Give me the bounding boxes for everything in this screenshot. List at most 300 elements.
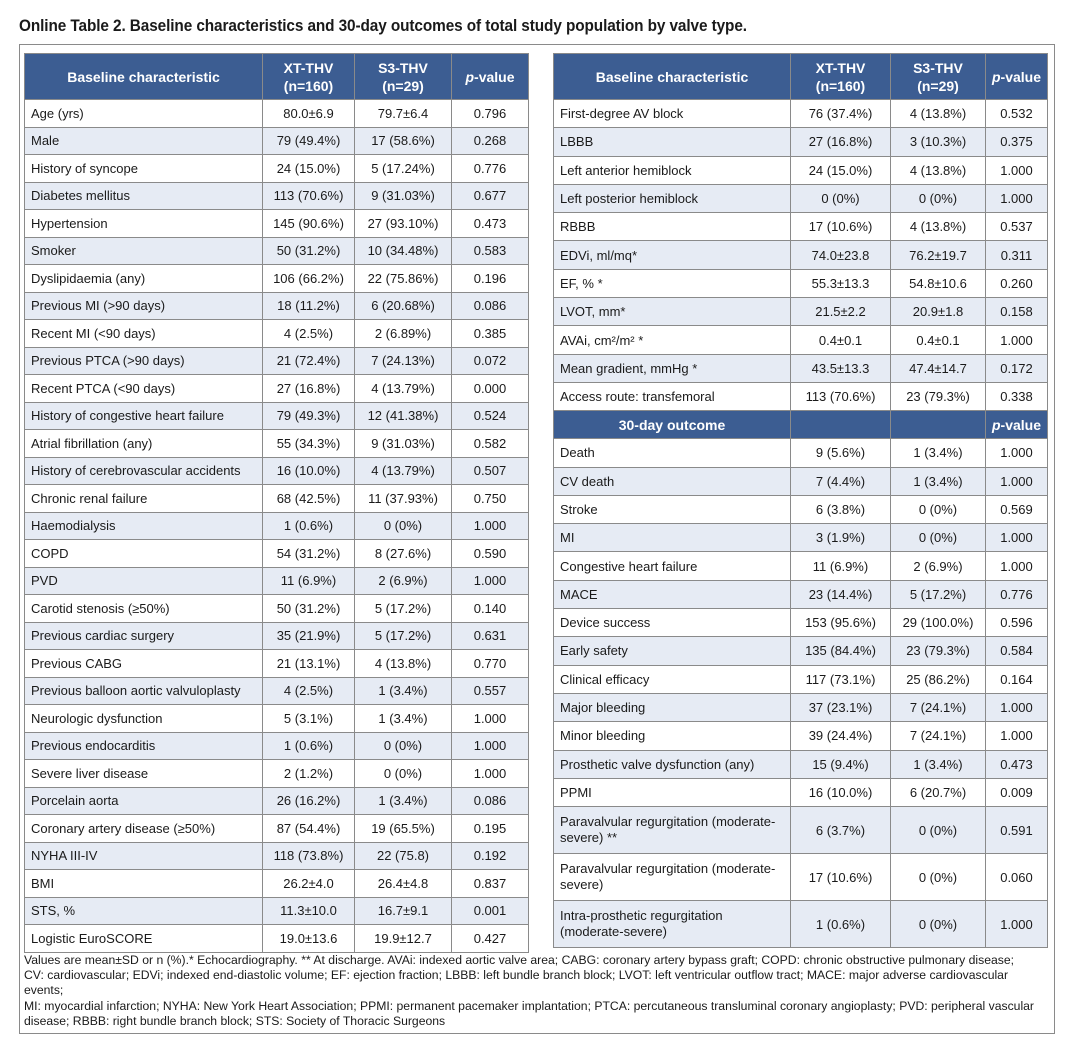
cell-xt: 153 (95.6%) [791,609,891,637]
row-label: RBBB [554,213,791,241]
row-label: Hypertension [25,210,263,238]
cell-s3: 23 (79.3%) [891,382,986,410]
row-label: Previous cardiac surgery [25,622,263,650]
header-xt [263,54,355,100]
row-label: COPD [25,540,263,568]
cell-s3: 0 (0%) [891,854,986,901]
row-label: Severe liver disease [25,760,263,788]
cell-pvalue: 1.000 [986,722,1048,750]
cell-xt: 106 (66.2%) [263,265,355,293]
cell-xt: 0 (0%) [791,184,891,212]
table-row [554,722,1048,750]
table-row [554,213,1048,241]
table-row [554,382,1048,410]
cell-pvalue: 0.750 [452,485,529,513]
table-row [554,298,1048,326]
header-p-suffix: -value [1000,68,1042,85]
row-label: NYHA III-IV [25,842,263,870]
table-row [554,156,1048,184]
row-label: Left anterior hemiblock [554,156,791,184]
row-label: MI [554,524,791,552]
row-label: LBBB [554,128,791,156]
row-label: First-degree AV block [554,100,791,128]
table-row [25,842,529,870]
cell-pvalue: 1.000 [986,156,1048,184]
table-row [25,925,529,953]
cell-pvalue: 0.158 [986,298,1048,326]
cell-pvalue: 1.000 [986,439,1048,467]
cell-s3: 76.2±19.7 [891,241,986,269]
row-label: Intra-prosthetic regurgitation (moderate-severe) [554,901,791,948]
cell-pvalue: 0.086 [452,292,529,320]
table-row [554,128,1048,156]
cell-xt: 27 (16.8%) [791,128,891,156]
cell-xt: 2 (1.2%) [263,760,355,788]
cell-s3: 6 (20.7%) [891,778,986,806]
cell-s3: 9 (31.03%) [355,430,452,458]
outcome-header-row [554,411,1048,439]
cell-s3: 0 (0%) [891,184,986,212]
cell-pvalue: 0.557 [452,677,529,705]
cell-s3: 26.4±4.8 [355,870,452,898]
row-label: Previous endocarditis [25,732,263,760]
cell-xt: 3 (1.9%) [791,524,891,552]
cell-s3: 4 (13.8%) [355,650,452,678]
cell-s3: 9 (31.03%) [355,182,452,210]
table-row [25,815,529,843]
cell-xt: 11 (6.9%) [791,552,891,580]
cell-pvalue: 0.537 [986,213,1048,241]
table-row [25,595,529,623]
table-row [25,402,529,430]
cell-pvalue: 0.524 [452,402,529,430]
cell-pvalue: 0.796 [452,100,529,128]
table-row [25,787,529,815]
row-label: Smoker [25,237,263,265]
cell-xt: 26.2±4.0 [263,870,355,898]
cell-xt: 118 (73.8%) [263,842,355,870]
cell-pvalue: 1.000 [452,512,529,540]
table-row [554,778,1048,806]
table-row [25,210,529,238]
cell-s3: 1 (3.4%) [891,467,986,495]
cell-pvalue: 0.260 [986,269,1048,297]
cell-pvalue: 0.140 [452,595,529,623]
cell-xt: 18 (11.2%) [263,292,355,320]
cell-s3: 5 (17.2%) [891,580,986,608]
cell-s3: 1 (3.4%) [355,787,452,815]
row-label: Carotid stenosis (≥50%) [25,595,263,623]
cell-xt: 54 (31.2%) [263,540,355,568]
table-row [25,540,529,568]
row-label: Early safety [554,637,791,665]
cell-xt: 6 (3.8%) [791,495,891,523]
table-row [25,100,529,128]
row-label: Male [25,127,263,155]
cell-s3: 6 (20.68%) [355,292,452,320]
cell-xt: 55.3±13.3 [791,269,891,297]
row-label: Chronic renal failure [25,485,263,513]
cell-pvalue: 0.473 [452,210,529,238]
header-p-italic: p [465,68,475,85]
cell-xt: 50 (31.2%) [263,595,355,623]
row-label: Major bleeding [554,693,791,721]
cell-s3: 1 (3.4%) [355,677,452,705]
row-label: Previous CABG [25,650,263,678]
cell-pvalue: 0.268 [452,127,529,155]
cell-s3: 29 (100.0%) [891,609,986,637]
table-row [25,512,529,540]
table-row [554,326,1048,354]
cell-xt: 21 (72.4%) [263,347,355,375]
cell-s3: 0 (0%) [891,901,986,948]
cell-pvalue: 0.195 [452,815,529,843]
cell-xt: 9 (5.6%) [791,439,891,467]
cell-s3: 4 (13.8%) [891,156,986,184]
row-label: EDVi, ml/mq* [554,241,791,269]
row-label: Congestive heart failure [554,552,791,580]
table-row [554,854,1048,901]
table-row [554,637,1048,665]
table-row [554,439,1048,467]
cell-s3: 47.4±14.7 [891,354,986,382]
cell-pvalue: 0.837 [452,870,529,898]
cell-xt: 68 (42.5%) [263,485,355,513]
cell-xt: 16 (10.0%) [263,457,355,485]
header-characteristic: Baseline characteristic [554,54,791,100]
cell-pvalue: 0.072 [452,347,529,375]
row-label: Haemodialysis [25,512,263,540]
row-label: Porcelain aorta [25,787,263,815]
row-label: Diabetes mellitus [25,182,263,210]
table-title: Online Table 2. Baseline characteristics and 30-day outcomes of total study population by valve type. [19,17,747,35]
row-label: BMI [25,870,263,898]
table-row [554,609,1048,637]
cell-pvalue: 0.192 [452,842,529,870]
cell-xt: 74.0±23.8 [791,241,891,269]
cell-pvalue: 0.584 [986,637,1048,665]
header-xt-line2: (n=160) [815,77,866,94]
cell-s3: 4 (13.79%) [355,375,452,403]
table-row [25,265,529,293]
outcome-p-italic: p [991,416,1001,433]
cell-xt: 76 (37.4%) [791,100,891,128]
cell-xt: 113 (70.6%) [263,182,355,210]
row-label: LVOT, mm* [554,298,791,326]
cell-s3: 79.7±6.4 [355,100,452,128]
cell-pvalue: 1.000 [986,693,1048,721]
table-row [25,705,529,733]
row-label: Coronary artery disease (≥50%) [25,815,263,843]
table-row [25,567,529,595]
table-row [25,897,529,925]
cell-s3: 0.4±0.1 [891,326,986,354]
cell-pvalue: 0.532 [986,100,1048,128]
cell-xt: 5 (3.1%) [263,705,355,733]
table-row [554,552,1048,580]
cell-s3: 20.9±1.8 [891,298,986,326]
cell-s3: 19.9±12.7 [355,925,452,953]
cell-s3: 4 (13.8%) [891,213,986,241]
cell-xt: 27 (16.8%) [263,375,355,403]
cell-s3: 8 (27.6%) [355,540,452,568]
row-label: PVD [25,567,263,595]
cell-pvalue: 0.172 [986,354,1048,382]
cell-xt: 1 (0.6%) [263,732,355,760]
cell-xt: 21.5±2.2 [791,298,891,326]
outcome-header-label: 30-day outcome [554,411,791,439]
row-label: STS, % [25,897,263,925]
cell-pvalue: 0.001 [452,897,529,925]
cell-s3: 1 (3.4%) [891,439,986,467]
cell-xt: 145 (90.6%) [263,210,355,238]
footnote-line: MI: myocardial infarction; NYHA: New York Heart Association; PPMI: permanent pacemaker implantation; PTCA: percutaneous transluminal coronary angioplasty; PVD: peripheral vascular [24,998,1034,1013]
cell-s3: 12 (41.38%) [355,402,452,430]
baseline-table-left [24,53,529,953]
cell-xt: 7 (4.4%) [791,467,891,495]
cell-s3: 7 (24.1%) [891,693,986,721]
cell-xt: 87 (54.4%) [263,815,355,843]
header-p-italic: p [991,68,1001,85]
cell-xt: 80.0±6.9 [263,100,355,128]
cell-pvalue: 0.164 [986,665,1048,693]
table-row [25,457,529,485]
cell-xt: 24 (15.0%) [263,155,355,183]
row-label: Access route: transfemoral [554,382,791,410]
cell-xt: 15 (9.4%) [791,750,891,778]
cell-pvalue: 1.000 [452,567,529,595]
cell-xt: 79 (49.3%) [263,402,355,430]
cell-s3: 54.8±10.6 [891,269,986,297]
cell-pvalue: 1.000 [986,184,1048,212]
row-label: Previous PTCA (>90 days) [25,347,263,375]
header-s3-line2: (n=29) [382,77,424,94]
header-pvalue [452,54,529,100]
row-label: Recent PTCA (<90 days) [25,375,263,403]
header-row [554,54,1048,100]
cell-s3: 0 (0%) [891,495,986,523]
row-label: Left posterior hemiblock [554,184,791,212]
footnote-line: disease; RBBB: right bundle branch block; STS: Society of Thoracic Surgeons [24,1013,446,1028]
cell-xt: 35 (21.9%) [263,622,355,650]
footnote-line: CV: cardiovascular; EDVi; indexed end-diastolic volume; EF: ejection fraction; LBBB: left bundle branch block; LVOT: left ventricular outflow tract; MACE: major adverse cardiovascular events; [24,968,1009,998]
cell-pvalue: 0.086 [452,787,529,815]
outcome-header-empty-xt [791,411,891,439]
cell-pvalue: 0.427 [452,925,529,953]
cell-pvalue: 0.591 [986,807,1048,854]
cell-xt: 135 (84.4%) [791,637,891,665]
cell-xt: 6 (3.7%) [791,807,891,854]
cell-pvalue: 1.000 [986,326,1048,354]
cell-xt: 37 (23.1%) [791,693,891,721]
cell-xt: 113 (70.6%) [791,382,891,410]
cell-pvalue: 0.507 [452,457,529,485]
outcome-header-pvalue [986,411,1048,439]
cell-s3: 2 (6.89%) [355,320,452,348]
row-label: Prosthetic valve dysfunction (any) [554,750,791,778]
row-label: Logistic EuroSCORE [25,925,263,953]
table-row [554,100,1048,128]
cell-pvalue: 0.583 [452,237,529,265]
table-row [25,375,529,403]
row-label: Clinical efficacy [554,665,791,693]
cell-pvalue: 0.569 [986,495,1048,523]
cell-s3: 5 (17.2%) [355,595,452,623]
table-row [25,650,529,678]
table-row [25,292,529,320]
cell-s3: 19 (65.5%) [355,815,452,843]
table-row [25,127,529,155]
row-label: Minor bleeding [554,722,791,750]
cell-pvalue: 1.000 [452,705,529,733]
cell-pvalue: 0.009 [986,778,1048,806]
table-row [554,580,1048,608]
cell-xt: 4 (2.5%) [263,320,355,348]
header-xt-line2: (n=160) [283,77,334,94]
cell-xt: 43.5±13.3 [791,354,891,382]
header-characteristic: Baseline characteristic [25,54,263,100]
cell-s3: 4 (13.79%) [355,457,452,485]
cell-pvalue: 0.631 [452,622,529,650]
row-label: MACE [554,580,791,608]
cell-s3: 7 (24.13%) [355,347,452,375]
cell-s3: 4 (13.8%) [891,100,986,128]
cell-s3: 23 (79.3%) [891,637,986,665]
cell-xt: 50 (31.2%) [263,237,355,265]
cell-xt: 24 (15.0%) [791,156,891,184]
cell-s3: 2 (6.9%) [891,552,986,580]
cell-pvalue: 1.000 [452,732,529,760]
row-label: History of cerebrovascular accidents [25,457,263,485]
table-row [554,524,1048,552]
row-label: Paravalvular regurgitation (moderate-severe) [554,854,791,901]
cell-xt: 11 (6.9%) [263,567,355,595]
header-pvalue [986,54,1048,100]
cell-xt: 11.3±10.0 [263,897,355,925]
cell-pvalue: 0.677 [452,182,529,210]
table-row [554,467,1048,495]
cell-xt: 17 (10.6%) [791,854,891,901]
cell-xt: 0.4±0.1 [791,326,891,354]
cell-s3: 0 (0%) [891,524,986,552]
table-row [25,430,529,458]
table-row [554,184,1048,212]
cell-pvalue: 0.196 [452,265,529,293]
header-s3-line1: S3-THV [378,59,428,76]
header-p-suffix: -value [474,68,515,85]
row-label: Stroke [554,495,791,523]
cell-pvalue: 0.770 [452,650,529,678]
cell-pvalue: 0.582 [452,430,529,458]
row-label: Neurologic dysfunction [25,705,263,733]
cell-xt: 26 (16.2%) [263,787,355,815]
cell-s3: 27 (93.10%) [355,210,452,238]
table-row [25,760,529,788]
cell-s3: 10 (34.48%) [355,237,452,265]
outcome-header-empty-s3 [891,411,986,439]
cell-xt: 19.0±13.6 [263,925,355,953]
row-label: EF, % * [554,269,791,297]
table-row [554,495,1048,523]
table-row [25,237,529,265]
row-label: Previous balloon aortic valvuloplasty [25,677,263,705]
cell-s3: 22 (75.86%) [355,265,452,293]
header-row [25,54,529,100]
cell-xt: 1 (0.6%) [263,512,355,540]
cell-s3: 17 (58.6%) [355,127,452,155]
row-label: PPMI [554,778,791,806]
cell-xt: 1 (0.6%) [791,901,891,948]
table-row [25,155,529,183]
table-row [25,485,529,513]
row-label: CV death [554,467,791,495]
cell-pvalue: 0.385 [452,320,529,348]
cell-pvalue: 0.473 [986,750,1048,778]
table-row [25,677,529,705]
cell-pvalue: 1.000 [986,467,1048,495]
cell-s3: 0 (0%) [355,512,452,540]
outcome-p-suffix: -value [1000,416,1042,433]
table-row [554,750,1048,778]
row-label: Dyslipidaemia (any) [25,265,263,293]
row-label: History of syncope [25,155,263,183]
header-xt [791,54,891,100]
cell-xt: 79 (49.4%) [263,127,355,155]
table-row [25,870,529,898]
cell-xt: 23 (14.4%) [791,580,891,608]
cell-s3: 0 (0%) [355,760,452,788]
table-row [554,901,1048,948]
cell-s3: 5 (17.24%) [355,155,452,183]
header-s3 [891,54,986,100]
cell-s3: 11 (37.93%) [355,485,452,513]
cell-xt: 16 (10.0%) [791,778,891,806]
cell-s3: 25 (86.2%) [891,665,986,693]
cell-pvalue: 0.375 [986,128,1048,156]
table-row [554,354,1048,382]
cell-s3: 2 (6.9%) [355,567,452,595]
row-label: Recent MI (<90 days) [25,320,263,348]
cell-pvalue: 0.000 [452,375,529,403]
table-row [554,693,1048,721]
cell-s3: 5 (17.2%) [355,622,452,650]
table-row [554,807,1048,854]
cell-pvalue: 1.000 [986,524,1048,552]
row-label: Death [554,439,791,467]
row-label: Paravalvular regurgitation (moderate-severe) ** [554,807,791,854]
table-row [25,320,529,348]
cell-pvalue: 1.000 [986,552,1048,580]
row-label: Age (yrs) [25,100,263,128]
row-label: Atrial fibrillation (any) [25,430,263,458]
cell-s3: 3 (10.3%) [891,128,986,156]
cell-xt: 21 (13.1%) [263,650,355,678]
row-label: AVAi, cm²/m² * [554,326,791,354]
cell-xt: 55 (34.3%) [263,430,355,458]
row-label: Mean gradient, mmHg * [554,354,791,382]
cell-pvalue: 1.000 [452,760,529,788]
table-row [554,665,1048,693]
cell-pvalue: 0.590 [452,540,529,568]
row-label: Device success [554,609,791,637]
row-label: Previous MI (>90 days) [25,292,263,320]
footnote [24,953,1046,1029]
cell-pvalue: 0.311 [986,241,1048,269]
footnote-line: Values are mean±SD or n (%).* Echocardiography. ** At discharge. AVAi: indexed aortic valve area; CABG: coronary artery bypass graft; COPD: chronic obstructive pulmonary disease; [24,953,1015,967]
table-row [25,732,529,760]
cell-s3: 0 (0%) [355,732,452,760]
cell-xt: 4 (2.5%) [263,677,355,705]
